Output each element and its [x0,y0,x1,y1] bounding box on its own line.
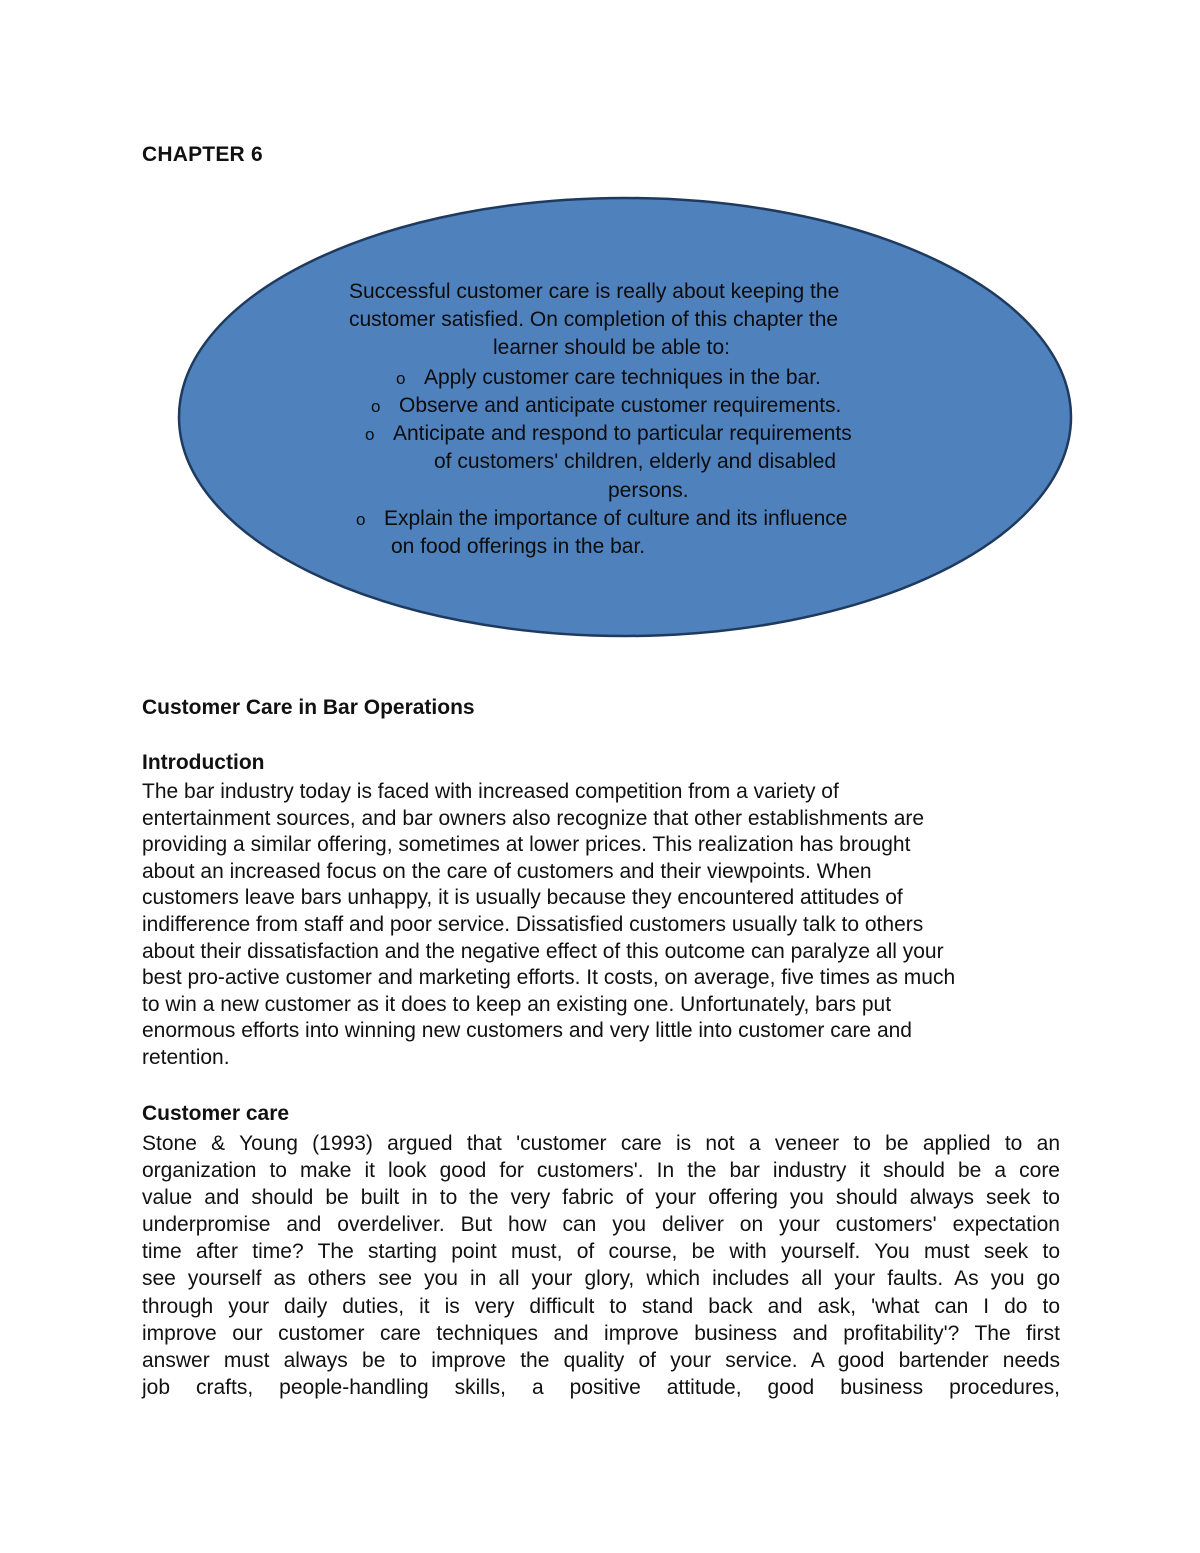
objective-item [356,505,847,534]
paragraph-line: to win a new customer as it does to keep an existing one. Unfortunately, bars put [142,992,892,1016]
paragraph-line: indifference from staff and poor service. Dissatisfied customers usually talk to others [142,912,924,936]
paragraph-line: retention. [142,1045,230,1069]
paragraph-line: job crafts, people-handling skills, a positive attitude, good business procedures, [142,1375,1060,1399]
objectives-intro-line: customer satisfied. On completion of this chapter the [349,308,839,331]
bullet-marker: o [371,397,381,416]
introduction-heading: Introduction [142,751,265,774]
objective-text-continued: of customers' children, elderly and disabled [434,450,837,473]
objective-text: Observe and anticipate customer requirements. [399,394,842,417]
customer-care-paragraph [142,1130,1060,1401]
objective-item [371,392,841,421]
bullet-marker: o [396,369,406,388]
paragraph-line: providing a similar offering, sometimes at lower prices. This realization has brought [142,833,911,857]
objective-text: Anticipate and respond to particular requirements [393,422,852,445]
paragraph-line: entertainment sources, and bar owners also recognize that other establishments are [142,806,925,830]
paragraph-line: see yourself as others see you in all your glory, which includes all your faults. As you go [142,1267,1060,1291]
paragraph-line: enormous efforts into winning new customers and very little into customer care and [142,1019,912,1043]
paragraph-line: value and should be built in to the very fabric of your offering you should always seek to [142,1186,1060,1210]
paragraph-line: through your daily duties, it is very difficult to stand back and ask, 'what can I do to [142,1294,1060,1318]
objective-item [396,364,821,393]
paragraph-line: customers leave bars unhappy, it is usually because they encountered attitudes of [142,886,903,910]
objective-text: Explain the importance of culture and its influence [384,507,848,530]
objective-item [365,420,852,449]
paragraph-line: improve our customer care techniques and improve business and profitability'? The first [142,1321,1060,1345]
bullet-marker: o [356,510,366,529]
paragraph-line: The bar industry today is faced with increased competition from a variety of [142,780,839,803]
paragraph-line: Stone & Young (1993) argued that 'customer care is not a veneer to be applied to an [142,1132,1060,1155]
paragraph-line: about their dissatisfaction and the negative effect of this outcome can paralyze all your [142,939,944,963]
customer-care-heading: Customer care [142,1102,290,1125]
paragraph-line: answer must always be to improve the quality of your service. A good bartender needs [142,1348,1060,1372]
section-title: Customer Care in Bar Operations [142,696,475,719]
objectives-intro-line: Successful customer care is really about keeping the [349,280,840,303]
paragraph-line: underpromise and overdeliver. But how can you deliver on your customers' expectation [142,1213,1060,1237]
paragraph-line: best pro-active customer and marketing efforts. It costs, on average, five times as much [142,966,956,990]
objective-text-continued: on food offerings in the bar. [391,535,646,558]
paragraph-line: about an increased focus on the care of customers and their viewpoints. When [142,859,872,883]
paragraph-line: time after time? The starting point must, of course, be with yourself. You must seek to [142,1240,1060,1264]
bullet-marker: o [365,425,375,444]
objective-text: Apply customer care techniques in the bar. [424,366,821,389]
objectives-oval [175,194,1075,640]
paragraph-line: organization to make it look good for customers'. In the bar industry it should be a core [142,1159,1060,1183]
introduction-paragraph [142,779,1062,1072]
objectives-intro-line: learner should be able to: [493,336,730,359]
chapter-heading: CHAPTER 6 [142,143,263,166]
objective-text-continued: persons. [608,479,689,502]
